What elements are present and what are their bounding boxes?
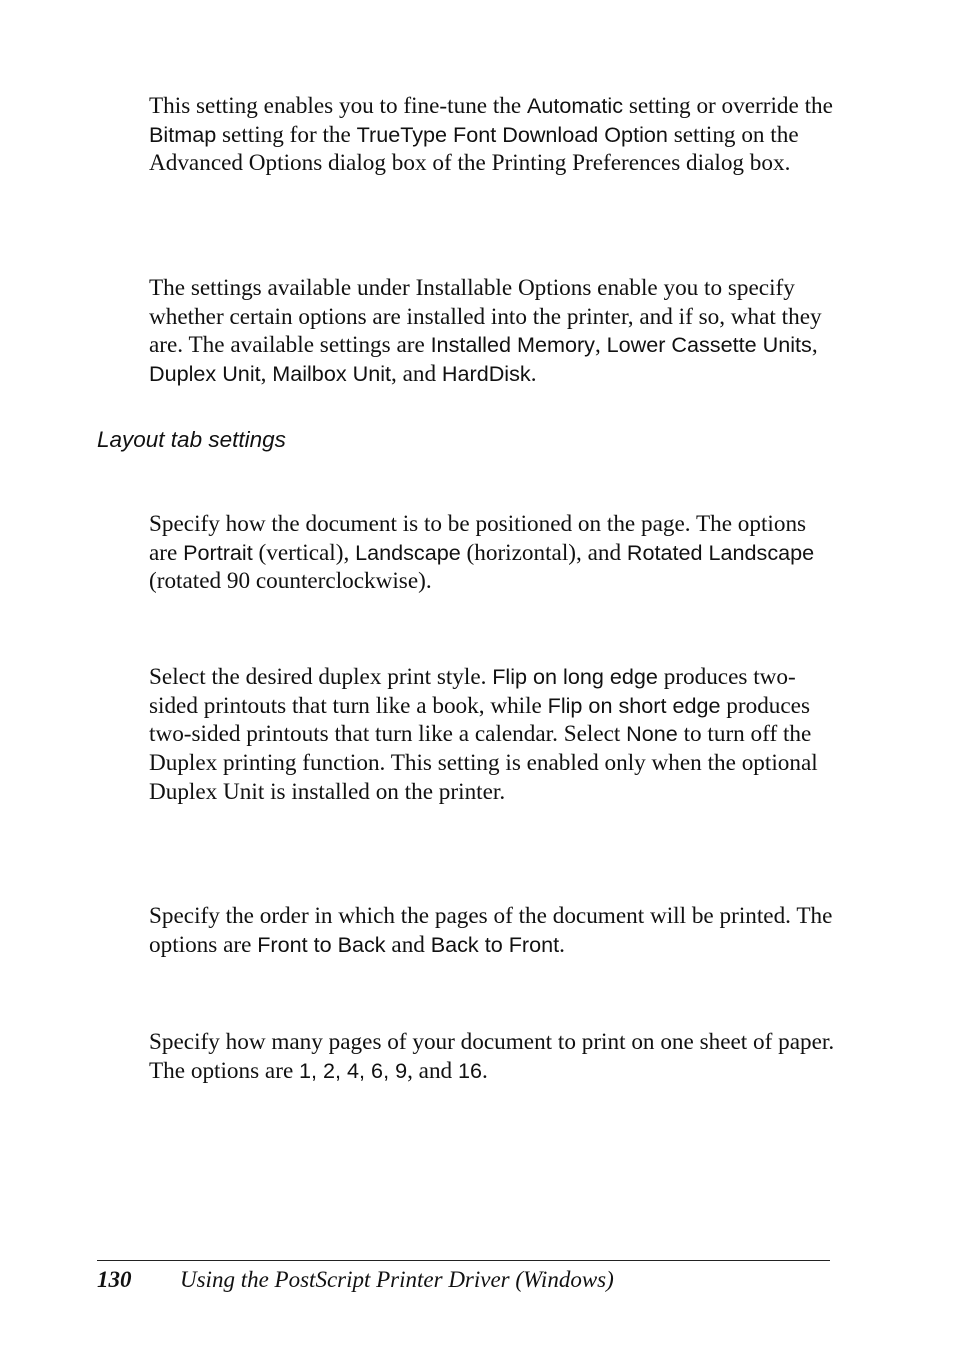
installed-memory-setting: Installed Memory	[430, 332, 595, 358]
automatic-setting-name: Automatic	[527, 93, 624, 118]
text-run: to turn off the Duplex printing function. This setting is enabled only when the optional Duplex Unit is installed on the printer.	[149, 721, 818, 805]
running-footer-title: Using the PostScript Printer Driver (Windows)	[180, 1267, 614, 1292]
text-run: This setting enables you to fine-tune the	[149, 93, 527, 119]
rotated-landscape-option: Rotated Landscape	[626, 539, 815, 565]
text-run: Specify how many pages of your document to print on one sheet of paper. The options are	[149, 1029, 835, 1084]
lower-cassette-setting: Lower Cassette Units	[606, 332, 812, 358]
harddisk-setting: HardDisk	[441, 361, 531, 387]
text-run: (vertical),	[252, 539, 356, 566]
truetype-option-name: TrueType Font Download Option	[356, 121, 668, 147]
flip-short-edge-option: Flip on short edge	[547, 692, 721, 718]
text-run: produces two-sided printouts that turn like a book, while	[149, 664, 796, 719]
mailbox-unit-setting: Mailbox Unit	[272, 361, 392, 387]
section-heading: Layout tab settings	[97, 427, 286, 452]
none-option: None	[626, 721, 678, 747]
duplex-unit-setting: Duplex Unit	[149, 361, 261, 387]
text-run: setting or override the	[623, 93, 833, 119]
pages-per-sheet-last-value: 16	[457, 1057, 482, 1083]
back-to-front-option: Back to Front	[430, 931, 560, 957]
page-number: 130	[97, 1267, 132, 1292]
text-run: The settings available under Installable Options enable you to specify whether certain options are installed into the printer, and if so, what they are. The available settings are	[149, 275, 822, 359]
text-run: ,	[260, 361, 273, 388]
pages-per-sheet-values: 1, 2, 4, 6, 9	[299, 1057, 408, 1083]
footer-divider	[97, 1260, 830, 1261]
flip-long-edge-option: Flip on long edge	[492, 664, 658, 689]
text-run: .	[559, 931, 565, 958]
text-run: (rotated 90 counterclockwise).	[149, 568, 432, 595]
portrait-option: Portrait	[183, 539, 253, 565]
text-run: and	[385, 931, 431, 958]
text-run: ,	[594, 332, 607, 359]
truetype-download-paragraph	[149, 92, 839, 178]
text-run: , and	[391, 361, 442, 388]
text-run: .	[530, 361, 537, 388]
text-run: setting for the	[216, 121, 357, 148]
text-run: (horizontal), and	[460, 539, 627, 566]
duplex-paragraph	[149, 663, 839, 807]
text-run: produces two-sided printouts that turn like a calendar. Select	[149, 692, 811, 748]
text-run: .	[481, 1057, 488, 1084]
text-run: , and	[407, 1057, 458, 1084]
text-run: ,	[811, 332, 818, 359]
installable-options-paragraph	[149, 274, 839, 389]
pages-per-sheet-paragraph	[149, 1028, 839, 1085]
page-order-paragraph	[149, 902, 839, 959]
orientation-paragraph	[149, 510, 839, 596]
bitmap-setting-name: Bitmap	[149, 121, 217, 147]
text-run: setting on the Advanced Options dialog box of the Printing Preferences dialog box.	[149, 121, 799, 177]
text-run: Specify the order in which the pages of the document will be printed. The options are	[149, 903, 833, 958]
text-run: Specify how the document is to be positioned on the page. The options are	[149, 511, 807, 566]
front-to-back-option: Front to Back	[257, 931, 386, 957]
text-run: Select the desired duplex print style.	[149, 664, 493, 690]
landscape-option: Landscape	[355, 539, 461, 565]
